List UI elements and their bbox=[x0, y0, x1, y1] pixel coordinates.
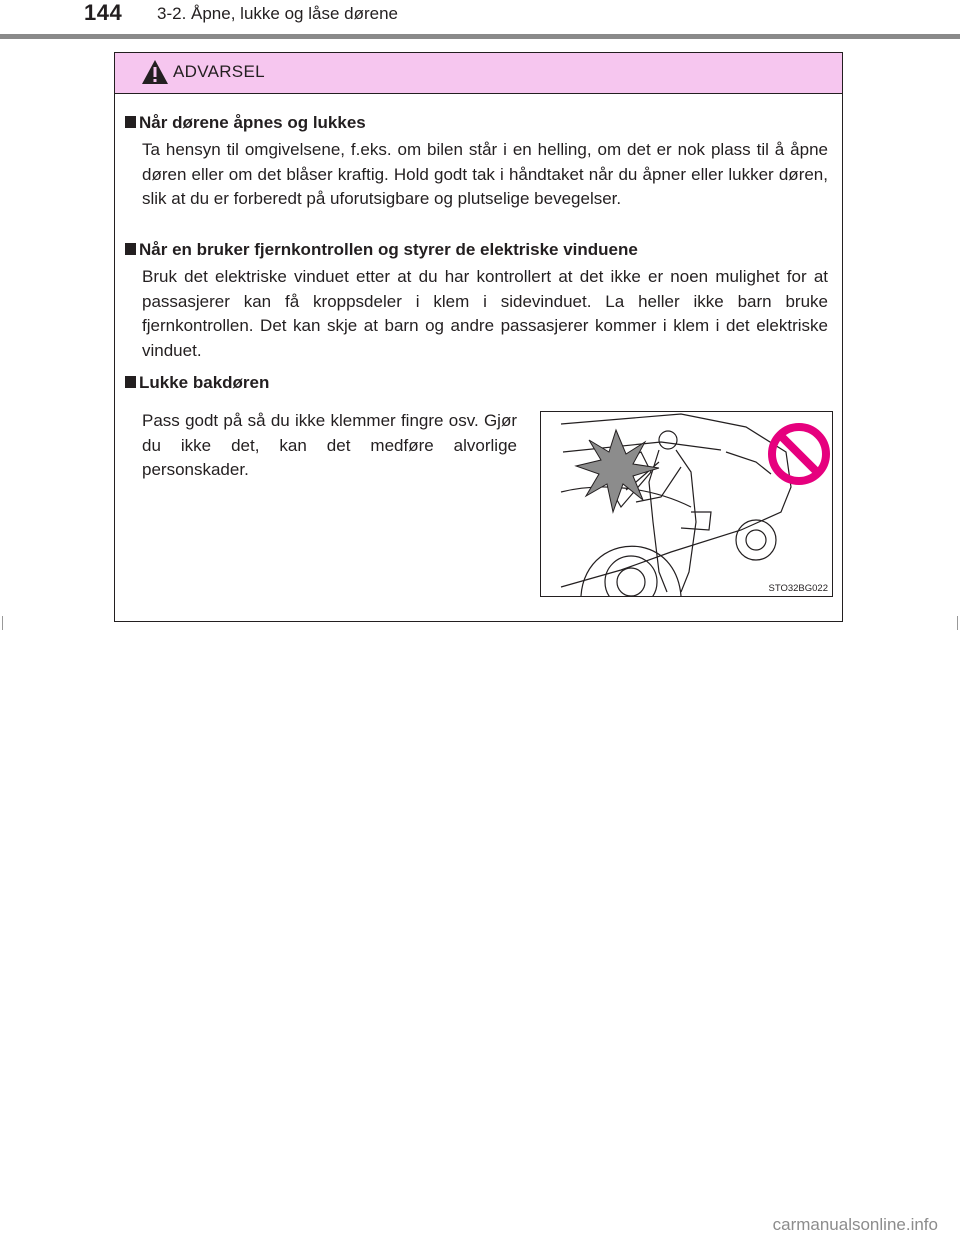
square-bullet-icon bbox=[125, 243, 136, 255]
square-bullet-icon bbox=[125, 376, 136, 388]
warning-header bbox=[115, 53, 842, 94]
warning-box bbox=[114, 52, 843, 622]
figure-code: STO32BG022 bbox=[768, 583, 828, 594]
section-body: Pass godt på så du ikke klemmer fingre osv. Gjør du ikke det, kan det medføre alvorlige personskader. bbox=[142, 411, 517, 479]
warning-triangle-icon bbox=[141, 59, 169, 85]
warning-section-doors bbox=[125, 111, 828, 212]
square-bullet-icon bbox=[125, 116, 136, 128]
car-back-door-drawing bbox=[541, 412, 832, 596]
section-body: Ta hensyn til omgivelsene, f.eks. om bilen står i en helling, om det er nok plass til å åpne døren eller om det blåser kraftig. Hold godt tak i håndtaket når du åpner eller lukker døren, slik at du er forberedt på uforutsigbare og plutselige bevegelser. bbox=[142, 140, 828, 208]
prohibition-sign-icon bbox=[772, 427, 826, 481]
back-door-illustration bbox=[540, 411, 833, 597]
section-heading: Når dørene åpnes og lukkes bbox=[125, 111, 828, 135]
section-title: 3-2. Åpne, lukke og låse dørene bbox=[157, 4, 398, 23]
warning-section-remote-windows bbox=[125, 238, 828, 363]
header-rule bbox=[0, 34, 960, 39]
warning-title: ADVARSEL bbox=[173, 62, 265, 81]
section-heading: Når en bruker fjernkontrollen og styrer de elektriske vinduene bbox=[125, 238, 828, 262]
page-number: 144 bbox=[84, 0, 123, 25]
crop-mark bbox=[957, 616, 958, 630]
section-body: Bruk det elektriske vinduet etter at du har kontrollert at det ikke er noen mulighet for at passasjerer kan få kroppsdeler i klem i sidevinduet. La heller ikke barn bruke fjernkontrollen. Det kan skje at barn og andre passasjerer kommer i klem i det elektriske vinduet. bbox=[142, 267, 828, 360]
section-heading: Lukke bakdøren bbox=[125, 371, 828, 395]
warning-section-back-door bbox=[125, 371, 828, 395]
crop-mark bbox=[2, 616, 3, 630]
footer-watermark: carmanualsonline.info bbox=[772, 1215, 938, 1234]
